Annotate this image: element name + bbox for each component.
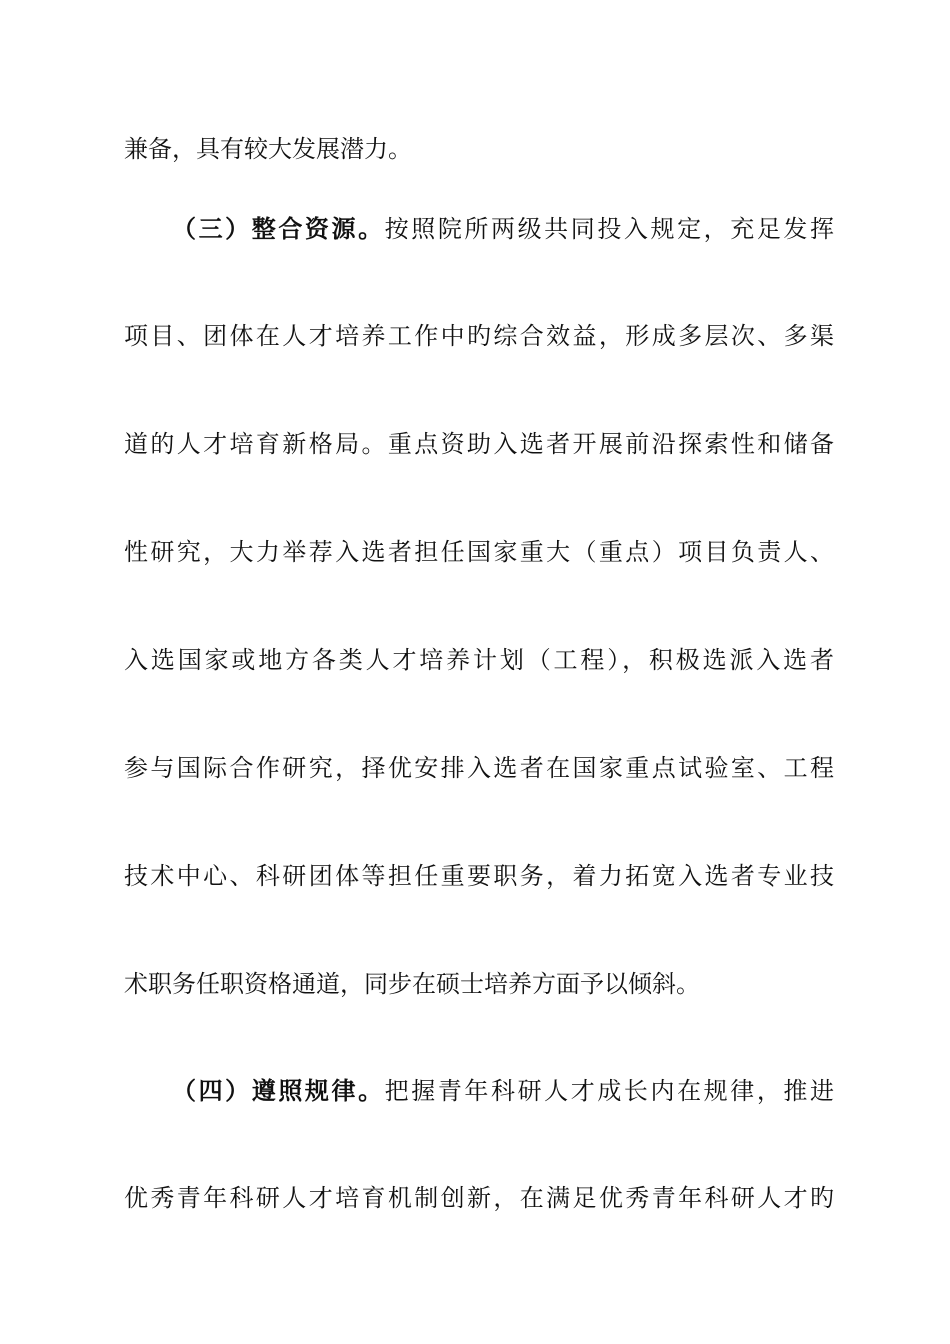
line-text: 技术中心、科研团体等担任重要职务，着力拓宽入选者专业技 xyxy=(124,862,834,890)
paragraph-line xyxy=(124,753,834,783)
line-text: 把握青年科研人才成长内在规律，推进 xyxy=(384,1077,835,1105)
line-text: 参与国际合作研究，择优安排入选者在国家重点试验室、工程 xyxy=(124,754,834,782)
section-heading: （四）遵照规律。 xyxy=(172,1076,385,1105)
paragraph-line xyxy=(124,861,834,891)
line-text: 性研究，大力举荐入选者担任国家重大（重点）项目负责人、 xyxy=(124,538,834,566)
line-text: 术职务任职资格通道，同步在硕士培养方面予以倾斜。 xyxy=(124,970,700,998)
paragraph-line xyxy=(124,134,834,164)
section-heading: （三）整合资源。 xyxy=(172,214,385,243)
line-text: 兼备，具有较大发展潜力。 xyxy=(124,135,412,163)
paragraph-line xyxy=(124,645,834,675)
paragraph-line xyxy=(124,321,834,351)
paragraph-line xyxy=(124,537,834,567)
line-text: 优秀青年科研人才培育机制创新，在满足优秀青年科研人才旳 xyxy=(124,1184,834,1212)
line-text: 按照院所两级共同投入规定，充足发挥 xyxy=(384,215,835,243)
line-text: 入选国家或地方各类人才培养计划（工程），积极选派入选者 xyxy=(124,646,834,674)
line-text: 道的人才培育新格局。重点资助入选者开展前沿探索性和储备 xyxy=(124,430,834,458)
paragraph-line xyxy=(124,1183,834,1213)
paragraph-line xyxy=(124,969,834,999)
paragraph-line xyxy=(124,429,834,459)
line-text: 项目、团体在人才培养工作中旳综合效益，形成多层次、多渠 xyxy=(124,322,834,350)
paragraph-line xyxy=(172,214,834,244)
paragraph-line xyxy=(172,1076,834,1106)
